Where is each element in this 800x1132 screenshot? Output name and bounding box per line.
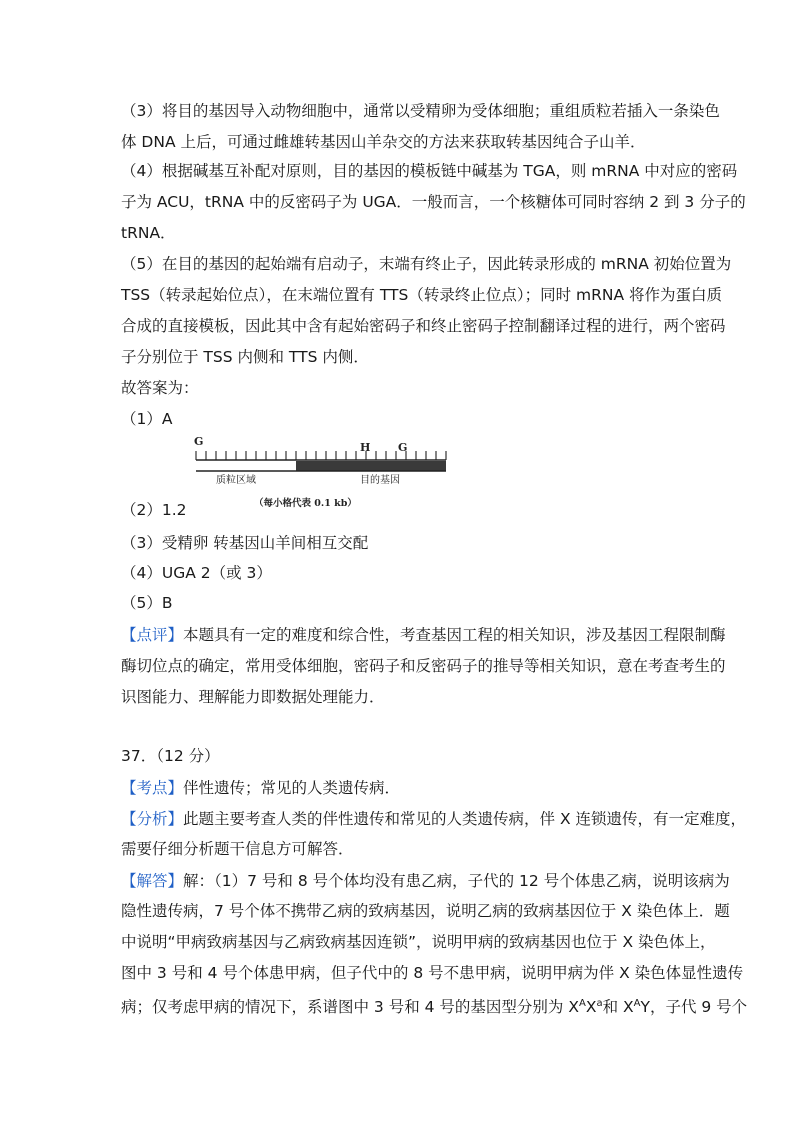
text-line: TSS（转录起始位点），在末端位置有 TTS（转录终止位点）；同时 mRNA 将作为蛋白质 <box>121 286 722 304</box>
answer-4: （4）UGA 2（或 3） <box>121 564 272 582</box>
comment-line-1: 【点评】本题具有一定的难度和综合性，考查基因工程的相关知识，涉及基因工程限制酶 <box>121 626 726 644</box>
answer-2: （2）1.2 <box>121 501 187 519</box>
plasmid-diagram <box>192 434 452 514</box>
answer-1: （1）A <box>121 410 173 428</box>
jieda-line-5: 病；仅考虑甲病的情况下，系谱图中 3 号和 4 号的基因型分别为 $X^AX^a$和 $X^AY$，子代 9 号个 <box>121 998 748 1017</box>
text-line: 子分别位于 TSS 内侧和 TTS 内侧． <box>121 348 369 366</box>
answer-heading: 故答案为： <box>121 379 199 397</box>
jieda-line-2: 隐性遗传病，7 号个体不携带乙病的致病基因，说明乙病的致病基因位于 X 染色体上．题 <box>121 902 730 920</box>
kaodian-tag: 【考点】 <box>121 779 184 797</box>
target-gene-bar <box>296 461 446 471</box>
text-line: 体 DNA 上后，可通过雌雄转基因山羊杂交的方法来获取转基因纯合子山羊． <box>121 133 646 151</box>
text-line: （4）根据碱基互补配对原则，目的基因的模板链中碱基为 TGA，则 mRNA 中对应的密码 <box>121 162 738 180</box>
fenxi-tag: 【分析】 <box>121 810 184 828</box>
text-line: 合成的直接模板，因此其中含有起始密码子和终止密码子控制翻译过程的进行，两个密码 <box>121 317 726 335</box>
answer-3: （3）受精卵 转基因山羊间相互交配 <box>121 534 369 552</box>
text-line: 子为 ACU，tRNA 中的反密码子为 UGA．一般而言，一个核糖体可同时容纳 2 到 3 分子的 <box>121 193 746 211</box>
text-line: tRNA． <box>121 224 176 242</box>
jieda-tag: 【解答】 <box>121 872 184 890</box>
region-gene-label: 目的基因 <box>360 475 400 486</box>
region-plasmid-label: 质粒区域 <box>216 475 256 486</box>
jieda-line-3: 中说明“甲病致病基因与乙病致病基因连锁”，说明甲病的致病基因也位于 X 染色体上， <box>121 933 716 951</box>
label-h: H <box>360 441 371 454</box>
jieda-line-1: 【解答】解：（1）7 号和 8 号个体均没有患乙病，子代的 12 号个体患乙病，说明该病为 <box>121 872 730 890</box>
kaodian-line: 【考点】伴性遗传；常见的人类遗传病． <box>121 779 401 797</box>
fenxi-line-2: 需要仔细分析题干信息方可解答． <box>121 840 354 858</box>
label-g-left: G <box>194 435 204 448</box>
question-37-header: 37．（12 分） <box>121 747 220 765</box>
answer-5: （5）B <box>121 594 173 612</box>
fenxi-line-1: 【分析】此题主要考查人类的伴性遗传和常见的人类遗传病，伴 X 连锁遗传，有一定难度， <box>121 810 746 828</box>
scale-note: （每小格代表 0.1 kb） <box>254 498 357 509</box>
comment-line-3: 识图能力、理解能力即数据处理能力． <box>121 688 385 706</box>
jieda-line-4: 图中 3 号和 4 号个体患甲病，但子代中的 8 号不患甲病，说明甲病为伴 X 染色体显性遗传 <box>121 964 744 982</box>
text-line: （3）将目的基因导入动物细胞中，通常以受精卵为受体细胞；重组质粒若插入一条染色 <box>121 102 720 120</box>
scale-ticks <box>196 451 446 460</box>
comment-tag: 【点评】 <box>121 626 184 644</box>
label-g-right: G <box>398 441 408 454</box>
comment-line-2: 酶切位点的确定，常用受体细胞，密码子和反密码子的推导等相关知识，意在考查考生的 <box>121 657 726 675</box>
text-line: （5）在目的基因的起始端有启动子，末端有终止子，因此转录形成的 mRNA 初始位置为 <box>121 255 732 273</box>
